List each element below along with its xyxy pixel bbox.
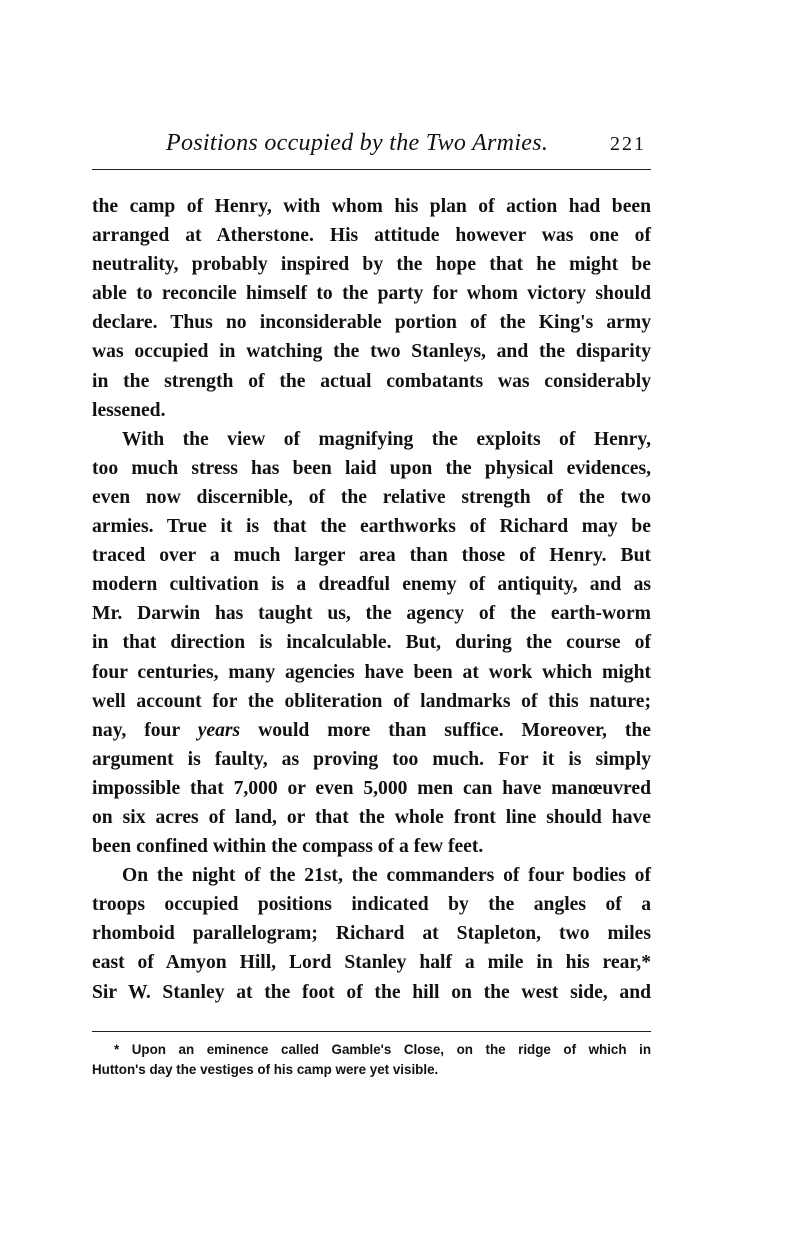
- text-line: neutrality, probably inspired by the hope that he might be: [92, 254, 651, 276]
- text-line: been confined within the compass of a few feet.: [92, 836, 484, 858]
- text-line: argument is faulty, as proving too much. For it is simply: [92, 748, 651, 770]
- header-rule: [92, 169, 651, 170]
- text-line: troops occupied positions indicated by the angles of a: [92, 894, 651, 916]
- text-line: declare. Thus no inconsiderable portion of the King's army: [92, 312, 651, 334]
- text-line: [92, 716, 651, 745]
- text-line: on six acres of land, or that the whole front line should have: [92, 806, 651, 828]
- footnote-line: Hutton's day the vestiges of his camp were yet visible.: [92, 1062, 439, 1077]
- text-line: able to reconcile himself to the party for whom victory should: [92, 283, 651, 305]
- text-line: armies. True it is that the earthworks of Richard may be: [92, 516, 651, 538]
- text-line: traced over a much larger area than those of Henry. But: [92, 545, 651, 567]
- text-segment: would more than suffice. Moreover, the: [258, 719, 651, 741]
- text-line: With the view of magnifying the exploits of Henry,: [122, 428, 651, 450]
- text-line: impossible that 7,000 or even 5,000 men can have manœuvred: [92, 777, 651, 799]
- body-text: [92, 192, 651, 1007]
- text-line: four centuries, many agencies have been at work which might: [92, 661, 651, 683]
- text-line: Sir W. Stanley at the foot of the hill on the west side, and: [92, 981, 651, 1003]
- text-line: the camp of Henry, with whom his plan of action had been: [92, 196, 651, 217]
- text-line: too much stress has been laid upon the physical evidences,: [92, 457, 651, 479]
- text-line: rhomboid parallelogram; Richard at Stapleton, two miles: [92, 923, 651, 945]
- text-line: in that direction is incalculable. But, during the course of: [92, 632, 651, 654]
- italic-word: years: [197, 719, 241, 741]
- footnote-line: * Upon an eminence called Gamble's Close, on the ridge of which in: [114, 1042, 651, 1057]
- text-line: in the strength of the actual combatants was considerably: [92, 370, 651, 392]
- footnote-rule: [92, 1031, 651, 1032]
- text-line: modern cultivation is a dreadful enemy of antiquity, and as: [92, 574, 651, 596]
- text-line: arranged at Atherstone. His attitude however was one of: [92, 225, 651, 247]
- footnote: [92, 1040, 651, 1080]
- text-line: Mr. Darwin has taught us, the agency of the earth-worm: [92, 603, 651, 625]
- text-line: east of Amyon Hill, Lord Stanley half a mile in his rear,*: [92, 952, 651, 974]
- text-line: was occupied in watching the two Stanleys, and the disparity: [92, 341, 651, 363]
- text-segment: nay, four: [92, 719, 180, 741]
- running-title: Positions occupied by the Two Armies.: [166, 130, 549, 156]
- text-line: well account for the obliteration of landmarks of this nature;: [92, 690, 651, 712]
- page-header: [92, 126, 652, 158]
- text-line: lessened.: [92, 399, 166, 421]
- text-line: On the night of the 21st, the commanders of four bodies of: [122, 865, 651, 887]
- text-line: even now discernible, of the relative strength of the two: [92, 486, 651, 508]
- page-number: 221: [610, 133, 646, 155]
